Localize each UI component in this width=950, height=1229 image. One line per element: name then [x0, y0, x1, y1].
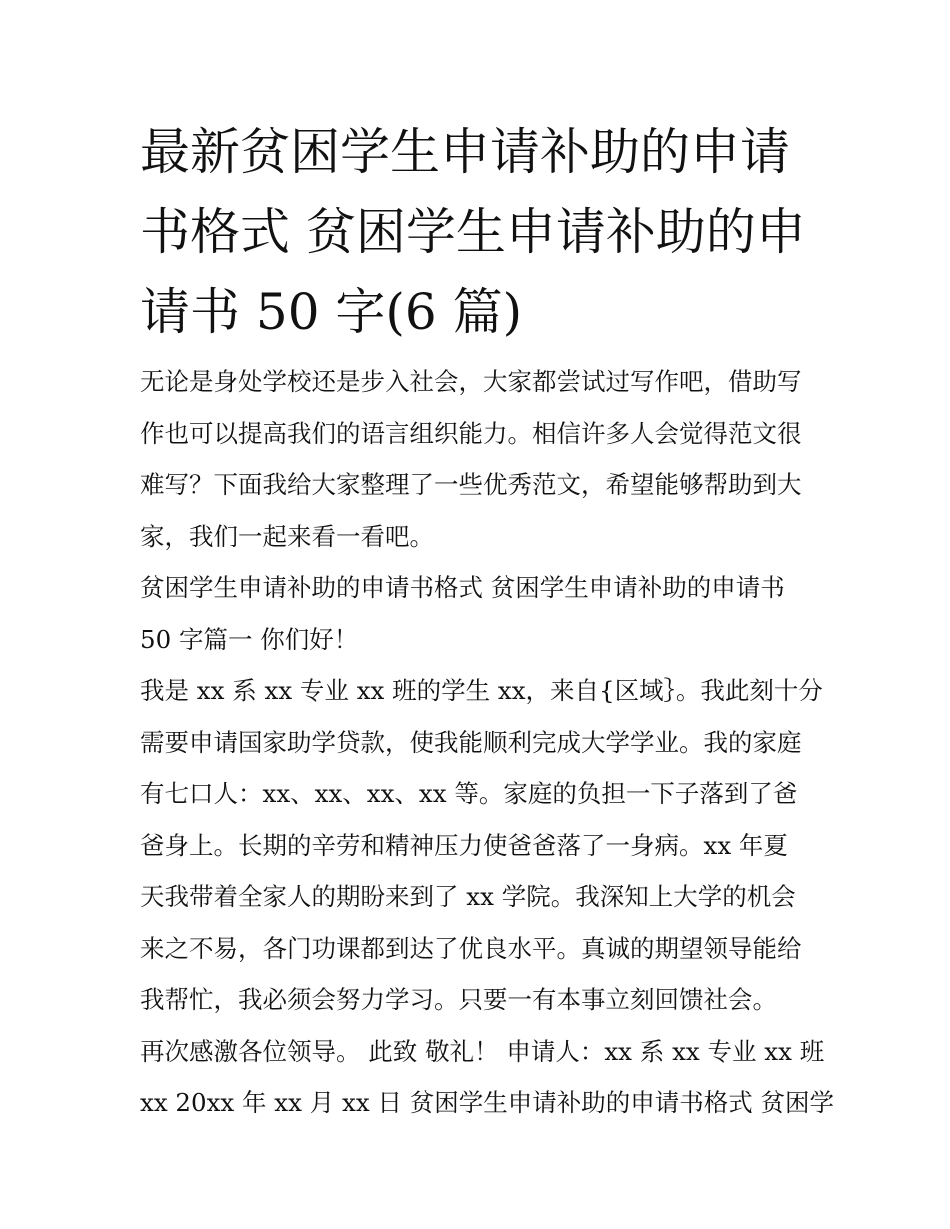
body-line-11: 天我带着全家人的期盼来到了 xx 学院。我深知上大学的机会	[140, 882, 796, 911]
body-line-12: 来之不易，各门功课都到达了优良水平。真诚的期望领导能给	[140, 933, 802, 963]
body-line-15: xx 20xx 年 xx 月 xx 日 贫困学生申请补助的申请书格式 贫困学	[140, 1088, 835, 1117]
body-line-10: 爸身上。长期的辛劳和精神压力使爸爸落了一身病。xx 年夏	[140, 830, 788, 860]
body-line-7: 我是 xx 系 xx 专业 xx 班的学生 xx，来自{区域｝。我此刻十分	[140, 676, 823, 705]
body-line-14: 再次感激各位领导。 此致 敬礼！ 申请人：xx 系 xx 专业 xx 班	[140, 1036, 825, 1066]
body-line-2: 作也可以提高我们的语言组织能力。相信许多人会觉得范文很	[140, 418, 802, 448]
body-line-1: 无论是身处学校还是步入社会，大家都尝试过写作吧，借助写	[140, 367, 802, 396]
body-line-3: 难写？下面我给大家整理了一些优秀范文，希望能够帮助到大	[140, 470, 802, 499]
body-line-6: 50 字篇一 你们好！	[140, 624, 359, 654]
title-line-1: 最新贫困学生申请补助的申请	[140, 123, 790, 181]
document-body	[140, 356, 835, 1129]
body-line-4: 家，我们一起来看一看吧。	[140, 521, 434, 551]
document-title	[140, 112, 820, 352]
title-line-2: 书格式 贫困学生申请补助的申	[140, 203, 806, 261]
body-line-13: 我帮忙，我必须会努力学习。只要一有本事立刻回馈社会。	[140, 985, 777, 1014]
body-line-8: 需要申请国家助学贷款，使我能顺利完成大学学业。我的家庭	[140, 727, 802, 757]
body-line-9: 有七口人：xx、xx、xx、xx 等。家庭的负担一下子落到了爸	[140, 779, 798, 808]
body-line-5: 贫困学生申请补助的申请书格式 贫困学生申请补助的申请书	[140, 573, 785, 602]
title-line-3: 请书 50 字(6 篇)	[140, 283, 523, 341]
